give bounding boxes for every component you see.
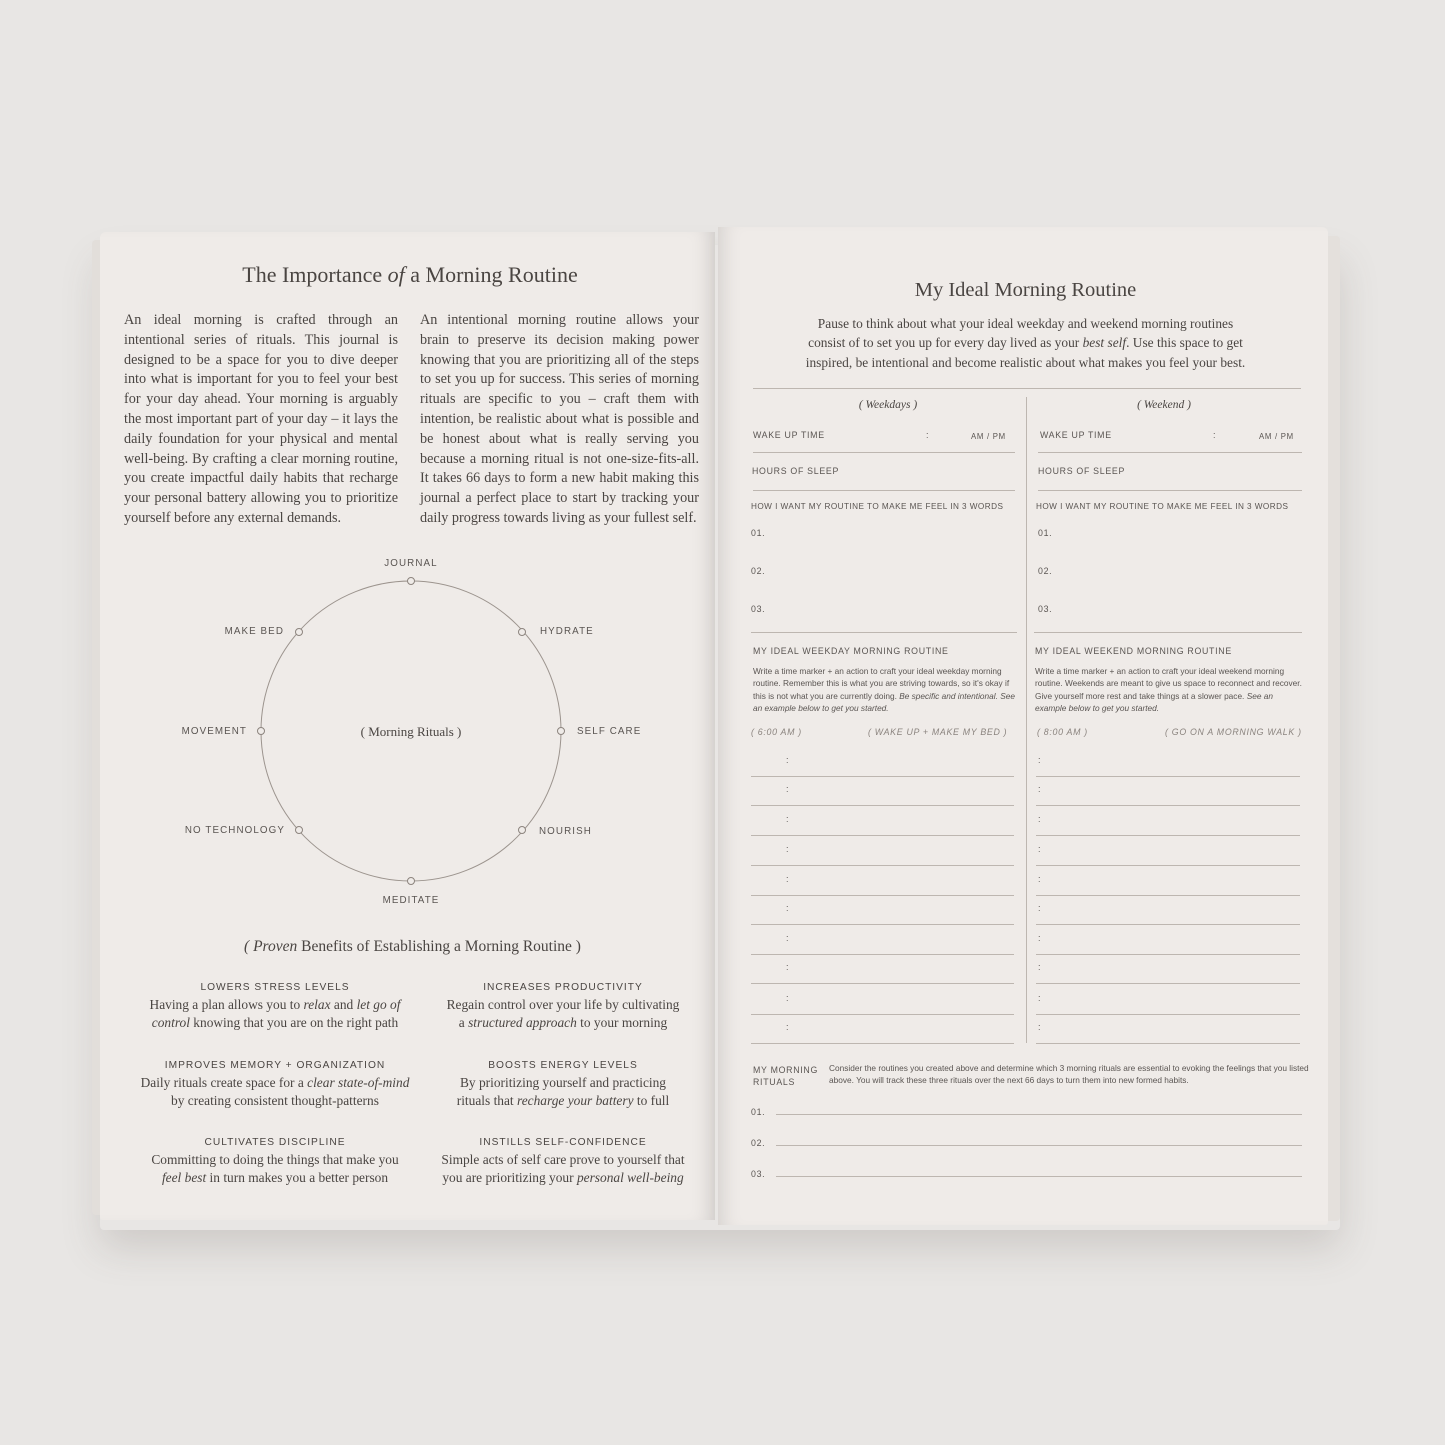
weekend-feel-02[interactable]: 02.	[1038, 566, 1053, 576]
benefits-title-proven: Proven	[253, 938, 298, 955]
routine-row-colon: :	[1038, 903, 1041, 913]
routine-row-line[interactable]	[751, 1043, 1014, 1044]
ritual-02-line[interactable]	[776, 1145, 1302, 1146]
routine-row-line[interactable]	[1036, 924, 1300, 925]
benefit-boosts-energy	[413, 1060, 713, 1110]
weekend-wake-line[interactable]	[1038, 452, 1302, 453]
benefit-lowers-stress	[125, 982, 425, 1032]
weekday-example-time: ( 6:00 AM )	[751, 727, 802, 737]
weekend-routine-heading: MY IDEAL WEEKEND MORNING ROUTINE	[1035, 646, 1232, 656]
benefits-title	[100, 938, 725, 956]
routine-row-colon: :	[786, 874, 789, 884]
weekday-wake-label: WAKE UP TIME	[753, 430, 825, 440]
ritual-02-label: 02.	[751, 1138, 766, 1148]
weekend-feel-label: HOW I WANT MY ROUTINE TO MAKE ME FEEL IN 3 WORDS	[1036, 502, 1289, 511]
weekend-ampm: AM / PM	[1259, 432, 1294, 441]
routine-row-colon: :	[786, 755, 789, 765]
column-divider	[1026, 397, 1027, 1043]
benefit-heading: LOWERS STRESS LEVELS	[200, 982, 350, 993]
routine-row-line[interactable]	[1036, 1014, 1300, 1015]
routine-row-line[interactable]	[751, 835, 1014, 836]
routine-row-line[interactable]	[1036, 954, 1300, 955]
benefit-heading: CULTIVATES DISCIPLINE	[204, 1137, 346, 1148]
routine-row-line[interactable]	[751, 865, 1014, 866]
right-page-title: My Ideal Morning Routine	[914, 279, 1137, 301]
divider	[753, 388, 1301, 389]
benefit-text: Having a plan allows you to relax and let go of control knowing that you are on the right path	[149, 997, 401, 1030]
benefit-heading: INSTILLS SELF-CONFIDENCE	[479, 1137, 647, 1148]
wheel-label-meditate: MEDITATE	[382, 895, 440, 906]
routine-row-colon: :	[1038, 962, 1041, 972]
routine-row-line[interactable]	[1036, 895, 1300, 896]
benefit-heading: IMPROVES MEMORY + ORGANIZATION	[164, 1060, 386, 1071]
wheel-label-journal: JOURNAL	[384, 558, 438, 569]
routine-row-colon: :	[786, 903, 789, 913]
ritual-01-label: 01.	[751, 1107, 766, 1117]
wheel-center-label: ( Morning Rituals )	[360, 724, 462, 739]
routine-row-line[interactable]	[1036, 865, 1300, 866]
weekday-feel-label: HOW I WANT MY ROUTINE TO MAKE ME FEEL IN 3 WORDS	[751, 502, 1004, 511]
rituals-label: MY MORNING RITUALS	[753, 1065, 818, 1087]
benefit-text: Committing to doing the things that make you feel best in turn makes you a better person	[151, 1152, 399, 1185]
benefit-improves-memory	[125, 1060, 425, 1110]
routine-row-colon: :	[786, 814, 789, 824]
weekend-feel-01[interactable]: 01.	[1038, 528, 1053, 538]
routine-row-colon: :	[1038, 755, 1041, 765]
ritual-03-label: 03.	[751, 1169, 766, 1179]
benefit-text: Regain control over your life by cultivating a structured approach to your morning	[446, 997, 680, 1030]
weekday-feel-01[interactable]: 01.	[751, 528, 766, 538]
wheel-node-self-care	[558, 728, 565, 735]
weekend-feel-03[interactable]: 03.	[1038, 604, 1053, 614]
wheel-node-make-bed	[296, 629, 303, 636]
benefit-heading: INCREASES PRODUCTIVITY	[483, 982, 643, 993]
benefit-text: Daily rituals create space for a clear state-of-mind by creating consistent thought-patterns	[140, 1075, 410, 1108]
wheel-node-hydrate	[519, 629, 526, 636]
wheel-label-hydrate: HYDRATE	[540, 626, 594, 637]
weekday-routine-instructions: Write a time marker + an action to craft your ideal weekday morning routine. Remember this is what you are striving towards, so it's okay if this is not what you are currently doing. Be specific and intentional. See an example below to get you started.	[753, 666, 1015, 714]
routine-row-colon: :	[1038, 814, 1041, 824]
benefit-instills-confidence	[413, 1137, 713, 1187]
weekend-example-action: ( GO ON A MORNING WALK )	[1165, 727, 1302, 737]
benefit-cultivates-discipline	[125, 1137, 425, 1187]
right-page-intro: Pause to think about what your ideal weekday and weekend morning routines consist of to set you up for every day lived as your best self. Use this space to get inspired, be intentional and become realistic about what makes you feel your best.	[805, 316, 1246, 370]
weekend-sleep-label: HOURS OF SLEEP	[1038, 466, 1126, 476]
weekday-feel-02[interactable]: 02.	[751, 566, 766, 576]
routine-row-line[interactable]	[751, 983, 1014, 984]
ritual-01-line[interactable]	[776, 1114, 1302, 1115]
ritual-03-line[interactable]	[776, 1176, 1302, 1177]
routine-row-line[interactable]	[1036, 776, 1300, 777]
weekday-sleep-line[interactable]	[753, 490, 1015, 491]
title-italic-of: of	[387, 262, 405, 287]
wheel-label-no-technology: NO TECHNOLOGY	[184, 825, 285, 836]
right-page	[718, 227, 1328, 1225]
wheel-node-meditate	[408, 878, 415, 885]
routine-row-colon: :	[1038, 844, 1041, 854]
routine-row-colon: :	[1038, 874, 1041, 884]
benefit-increases-productivity	[413, 982, 713, 1032]
wheel-node-movement	[258, 728, 265, 735]
routine-row-line[interactable]	[751, 954, 1014, 955]
left-page	[100, 232, 715, 1220]
routine-row-colon: :	[786, 1022, 789, 1032]
weekend-wake-colon: :	[1213, 430, 1216, 440]
benefits-title-open: (	[244, 938, 254, 955]
weekday-sleep-label: HOURS OF SLEEP	[752, 466, 840, 476]
right-page-edge	[1328, 236, 1340, 1221]
weekend-feel-end-line	[1034, 632, 1302, 633]
wheel-node-nourish	[519, 827, 526, 834]
routine-row-line[interactable]	[751, 776, 1014, 777]
weekend-sleep-line[interactable]	[1038, 490, 1302, 491]
routine-row-colon: :	[786, 933, 789, 943]
rituals-instructions: Consider the routines you created above and determine which 3 morning rituals are essential to evoking the feelings that you listed above. You will track these three rituals over the next 66 days to turn them into new formed habits.	[829, 1063, 1309, 1086]
routine-row-line[interactable]	[751, 805, 1014, 806]
routine-row-line[interactable]	[1036, 983, 1300, 984]
weekday-feel-03[interactable]: 03.	[751, 604, 766, 614]
routine-row-colon: :	[786, 844, 789, 854]
intro-column-1: An ideal morning is crafted through an intentional series of rituals. This journal is designed to be a space for you to dive deeper into what is important for you to feel your best for your day ahead. Your morning is arguably the most important part of your day – it lays the daily foundation for your physical and mental well-being. By crafting a clear morning routine, you create impactful daily habits that recharge your personal battery allowing you to prioritize yourself before any external demands.	[124, 312, 398, 526]
weekend-heading: ( Weekend )	[1137, 399, 1191, 411]
weekend-routine-instructions: Write a time marker + an action to craft your ideal weekend morning routine. Weekends are meant to give us space to reconnect and recover. Give yourself more rest and take things at a slower pace. See an example below to get you started.	[1035, 666, 1302, 714]
routine-row-colon: :	[786, 962, 789, 972]
routine-row-line[interactable]	[1036, 805, 1300, 806]
intro-column-2: An intentional morning routine allows your brain to preserve its decision making power knowing that you are prioritizing all of the steps to set you up for success. This series of morning rituals are specific to you – craft them with intention, be realistic about what is possible and be honest about what is really serving you because a morning ritual is not one-size-fits-all. It takes 66 days to form a new habit making this journal a perfect place to start by tracking your daily progress towards living as your fullest self.	[420, 312, 699, 526]
weekday-ampm: AM / PM	[971, 432, 1006, 441]
routine-row-colon: :	[786, 993, 789, 1003]
weekday-wake-colon: :	[926, 430, 929, 440]
routine-row-colon: :	[786, 784, 789, 794]
benefits-title-text: Benefits of Establishing a Morning Routine )	[297, 938, 581, 955]
routine-row-line[interactable]	[751, 895, 1014, 896]
wheel-node-no-technology	[296, 827, 303, 834]
weekday-feel-end-line	[751, 632, 1017, 633]
title-text-end: a Morning Routine	[404, 262, 578, 287]
routine-row-colon: :	[1038, 1022, 1041, 1032]
wheel-label-movement: MOVEMENT	[181, 726, 247, 737]
wheel-label-make-bed: MAKE BED	[224, 626, 284, 637]
routine-row-colon: :	[1038, 993, 1041, 1003]
wheel-label-self-care: SELF CARE	[577, 726, 642, 737]
title-text: The Importance	[242, 262, 388, 287]
routine-row-line[interactable]	[751, 1014, 1014, 1015]
benefit-heading: BOOSTS ENERGY LEVELS	[488, 1060, 638, 1071]
weekdays-heading: ( Weekdays )	[858, 399, 918, 411]
wheel-label-nourish: NOURISH	[539, 826, 592, 837]
weekend-wake-label: WAKE UP TIME	[1040, 430, 1112, 440]
weekday-routine-heading: MY IDEAL WEEKDAY MORNING ROUTINE	[753, 646, 949, 656]
routine-row-line[interactable]	[1036, 1043, 1300, 1044]
routine-row-colon: :	[1038, 933, 1041, 943]
routine-row-colon: :	[1038, 784, 1041, 794]
routine-row-line[interactable]	[1036, 835, 1300, 836]
wheel-node-journal	[408, 578, 415, 585]
benefit-text: Simple acts of self care prove to yourself that you are prioritizing your personal well-being	[441, 1152, 685, 1185]
routine-row-line[interactable]	[751, 924, 1014, 925]
weekday-wake-line[interactable]	[753, 452, 1015, 453]
weekday-example-action: ( WAKE UP + MAKE MY BED )	[868, 727, 1008, 737]
benefit-text: By prioritizing yourself and practicing rituals that recharge your battery to full	[456, 1075, 670, 1108]
weekend-example-time: ( 8:00 AM )	[1037, 727, 1088, 737]
